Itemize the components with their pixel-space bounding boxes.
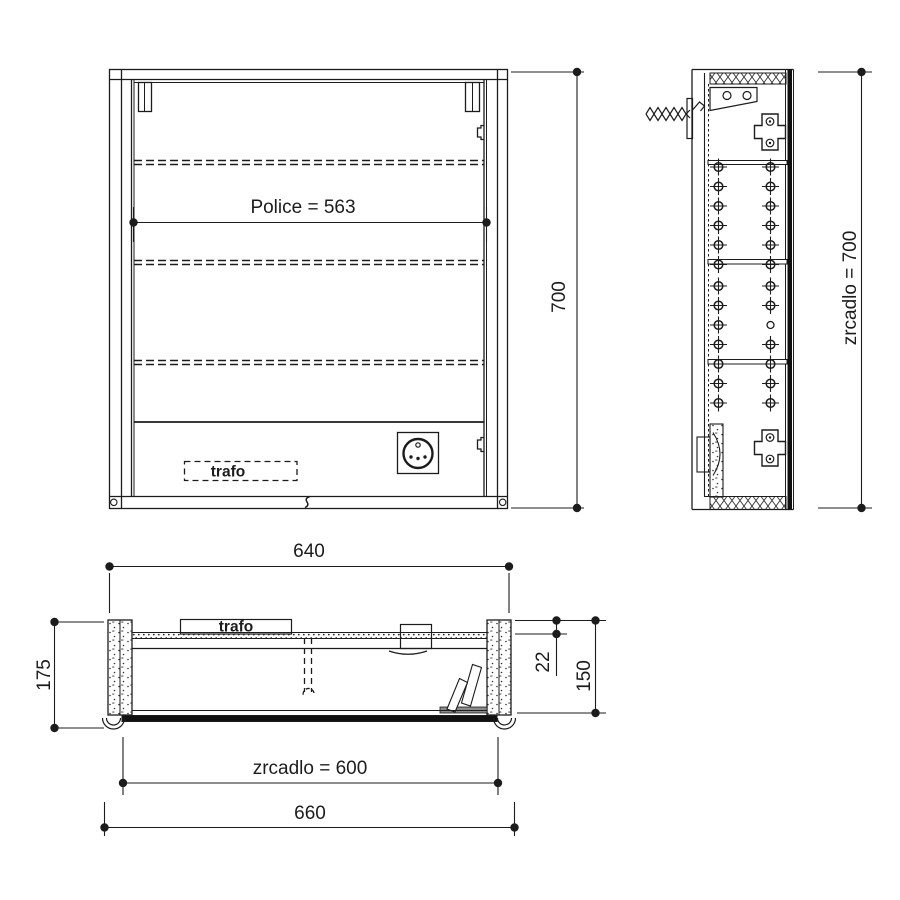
door-hinge-icon [440, 665, 487, 714]
mirror-600-dimension [119, 737, 502, 795]
mirror-600-label: zrcadlo = 600 [252, 758, 368, 779]
trafo-side-icon [697, 424, 723, 497]
front-height-label: 700 [549, 281, 570, 313]
trafo-label-bottom: trafo [218, 618, 254, 636]
width-640-label: 640 [293, 541, 325, 562]
shelf-pin-holes [710, 159, 779, 412]
power-socket-icon [398, 433, 439, 474]
hinge-plate-bottom-icon [755, 430, 786, 466]
trafo-label-front: trafo [210, 463, 246, 481]
power-cable-icon [303, 638, 314, 697]
back-panel-band [132, 633, 487, 639]
foot-left-icon [103, 718, 125, 729]
bottom-view [103, 620, 516, 730]
side-mirror-height-label: zrcadlo = 700 [840, 230, 861, 346]
offset-22-label: 22 [533, 651, 554, 673]
clip-bracket-icon [389, 625, 432, 655]
police-dimension-label: Police = 563 [250, 197, 356, 218]
cabinet-outline [110, 70, 508, 509]
overall-660-label: 660 [294, 803, 326, 824]
mounting-bracket-icon [710, 88, 757, 111]
mirror-panel [122, 716, 497, 722]
cable-squiggle-icon [305, 497, 310, 508]
shelf-hidden-lines [134, 161, 484, 365]
door-latch-bottom-icon [478, 438, 485, 452]
hinge-plate-top-icon [755, 114, 786, 150]
width-640-dimension [105, 541, 513, 613]
depth-150-label: 150 [574, 660, 595, 692]
screw-hole-right-icon [500, 499, 506, 505]
front-view [110, 70, 508, 509]
bottom-spacer-strip [710, 497, 786, 510]
depth-175-dimension [34, 618, 104, 732]
overall-660-dimension [100, 802, 518, 836]
depth-175-label: 175 [34, 659, 55, 691]
wall-plug-icon [646, 99, 705, 139]
police-dimension [129, 197, 490, 242]
mirror-door-edge [786, 70, 794, 510]
top-spacer-strip [710, 73, 786, 84]
hanger-bracket-right-icon [466, 83, 480, 112]
door-latch-top-icon [478, 126, 485, 140]
hanger-bracket-left-icon [139, 83, 152, 112]
depth-150-dimension [517, 616, 606, 717]
side-view [646, 70, 794, 510]
screw-hole-left-icon [111, 499, 117, 505]
front-height-dimension [511, 68, 584, 512]
side-mirror-height-dimension [818, 68, 872, 512]
